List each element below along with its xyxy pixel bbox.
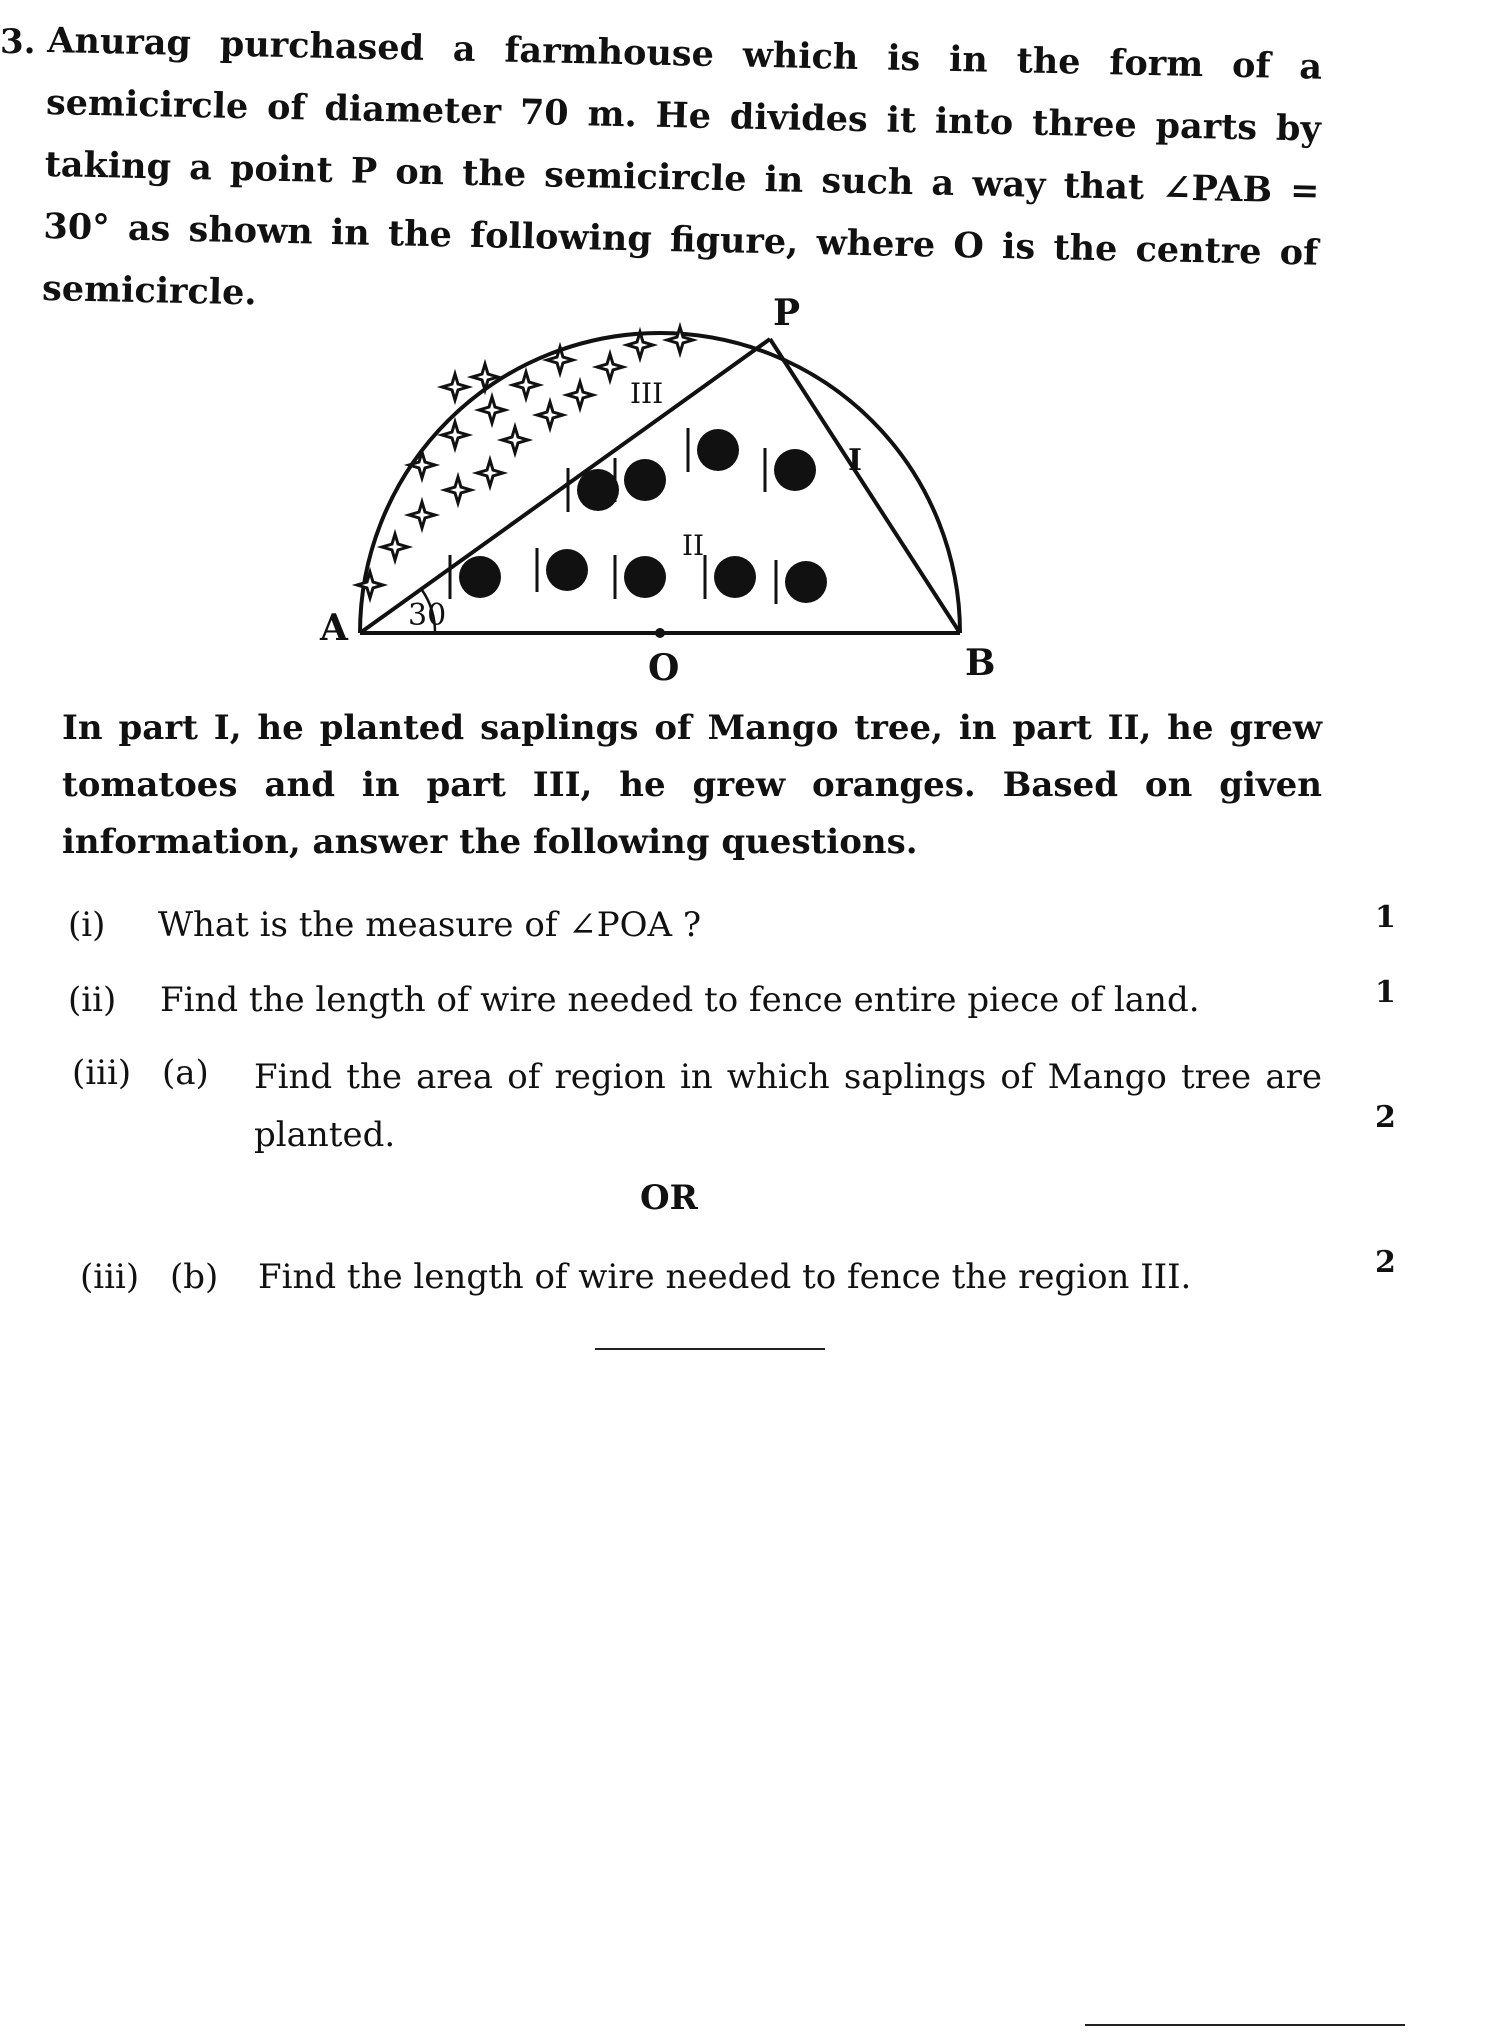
orange-star-icon — [597, 354, 623, 380]
label-A: A — [320, 607, 348, 649]
center-point-O — [655, 628, 665, 638]
orange-star-icon — [382, 534, 408, 560]
tomato-circle-icon — [774, 449, 816, 491]
tomato-circle-icon — [577, 469, 619, 511]
tomatoes-region-II — [450, 428, 827, 604]
semicircle-figure — [310, 285, 1050, 695]
orange-star-icon — [477, 460, 503, 486]
orange-star-icon — [442, 422, 468, 448]
orange-star-icon — [445, 477, 471, 503]
label-B: B — [965, 642, 996, 684]
marks-i: 1 — [1375, 900, 1396, 935]
question-number: 3. — [0, 22, 36, 62]
orange-star-icon — [547, 347, 573, 373]
question-text: Find the length of wire needed to fence entire piece of land. — [160, 980, 1200, 1020]
orange-star-icon — [513, 372, 539, 398]
label-part-I: I — [848, 443, 863, 478]
orange-star-icon — [502, 427, 528, 453]
or-separator: OR — [640, 1178, 698, 1218]
question-text: Find the area of region in which saplings of Mango tree are planted. — [254, 1057, 1322, 1155]
orange-star-icon — [667, 327, 693, 353]
tomato-circle-icon — [714, 556, 756, 598]
info-paragraph: In part I, he planted saplings of Mango tree, in part II, he grew tomatoes and in part III, he grew oranges. Based on given information, answer the following questions. — [62, 708, 1322, 862]
orange-star-icon — [537, 402, 563, 428]
label-part-II: II — [682, 529, 705, 562]
question-text: Find the length of wire needed to fence the region III. — [258, 1257, 1192, 1297]
tomato-circle-icon — [624, 459, 666, 501]
label-P: P — [773, 292, 801, 334]
end-rule — [595, 1348, 825, 1350]
marks-iii-a: 2 — [1375, 1100, 1396, 1135]
orange-star-icon — [409, 502, 435, 528]
question-sub-label: (b) — [170, 1257, 219, 1297]
marks-iii-b: 2 — [1375, 1245, 1396, 1280]
tomato-circle-icon — [459, 556, 501, 598]
tomato-circle-icon — [697, 429, 739, 471]
label-O: O — [648, 647, 680, 689]
orange-star-icon — [472, 364, 498, 390]
question-label: (ii) — [68, 980, 117, 1020]
question-label: (iii) — [80, 1257, 140, 1297]
tomato-circle-icon — [624, 556, 666, 598]
question-label: (i) — [68, 905, 106, 945]
page-bottom-rule — [1085, 2024, 1405, 2026]
orange-star-icon — [479, 397, 505, 423]
orange-star-icon — [409, 452, 435, 478]
question-intro: Anurag purchased a farmhouse which is in the form of a semicircle of diameter 70 m. He divides it into three parts by taking a point P on the semicircle in such a way that ∠PAB = 30° as shown in the following figure, where O is the centre of semicircle. — [41, 19, 1323, 314]
orange-star-icon — [442, 374, 468, 400]
tomato-circle-icon — [785, 561, 827, 603]
question-sub-label: (a) — [162, 1053, 209, 1093]
marks-ii: 1 — [1375, 975, 1396, 1010]
question-text: What is the measure of ∠POA ? — [158, 905, 702, 945]
question-label: (iii) — [72, 1053, 132, 1093]
tomato-circle-icon — [546, 549, 588, 591]
orange-star-icon — [567, 382, 593, 408]
label-part-III: III — [630, 377, 664, 410]
label-angle: 30 — [408, 598, 447, 633]
